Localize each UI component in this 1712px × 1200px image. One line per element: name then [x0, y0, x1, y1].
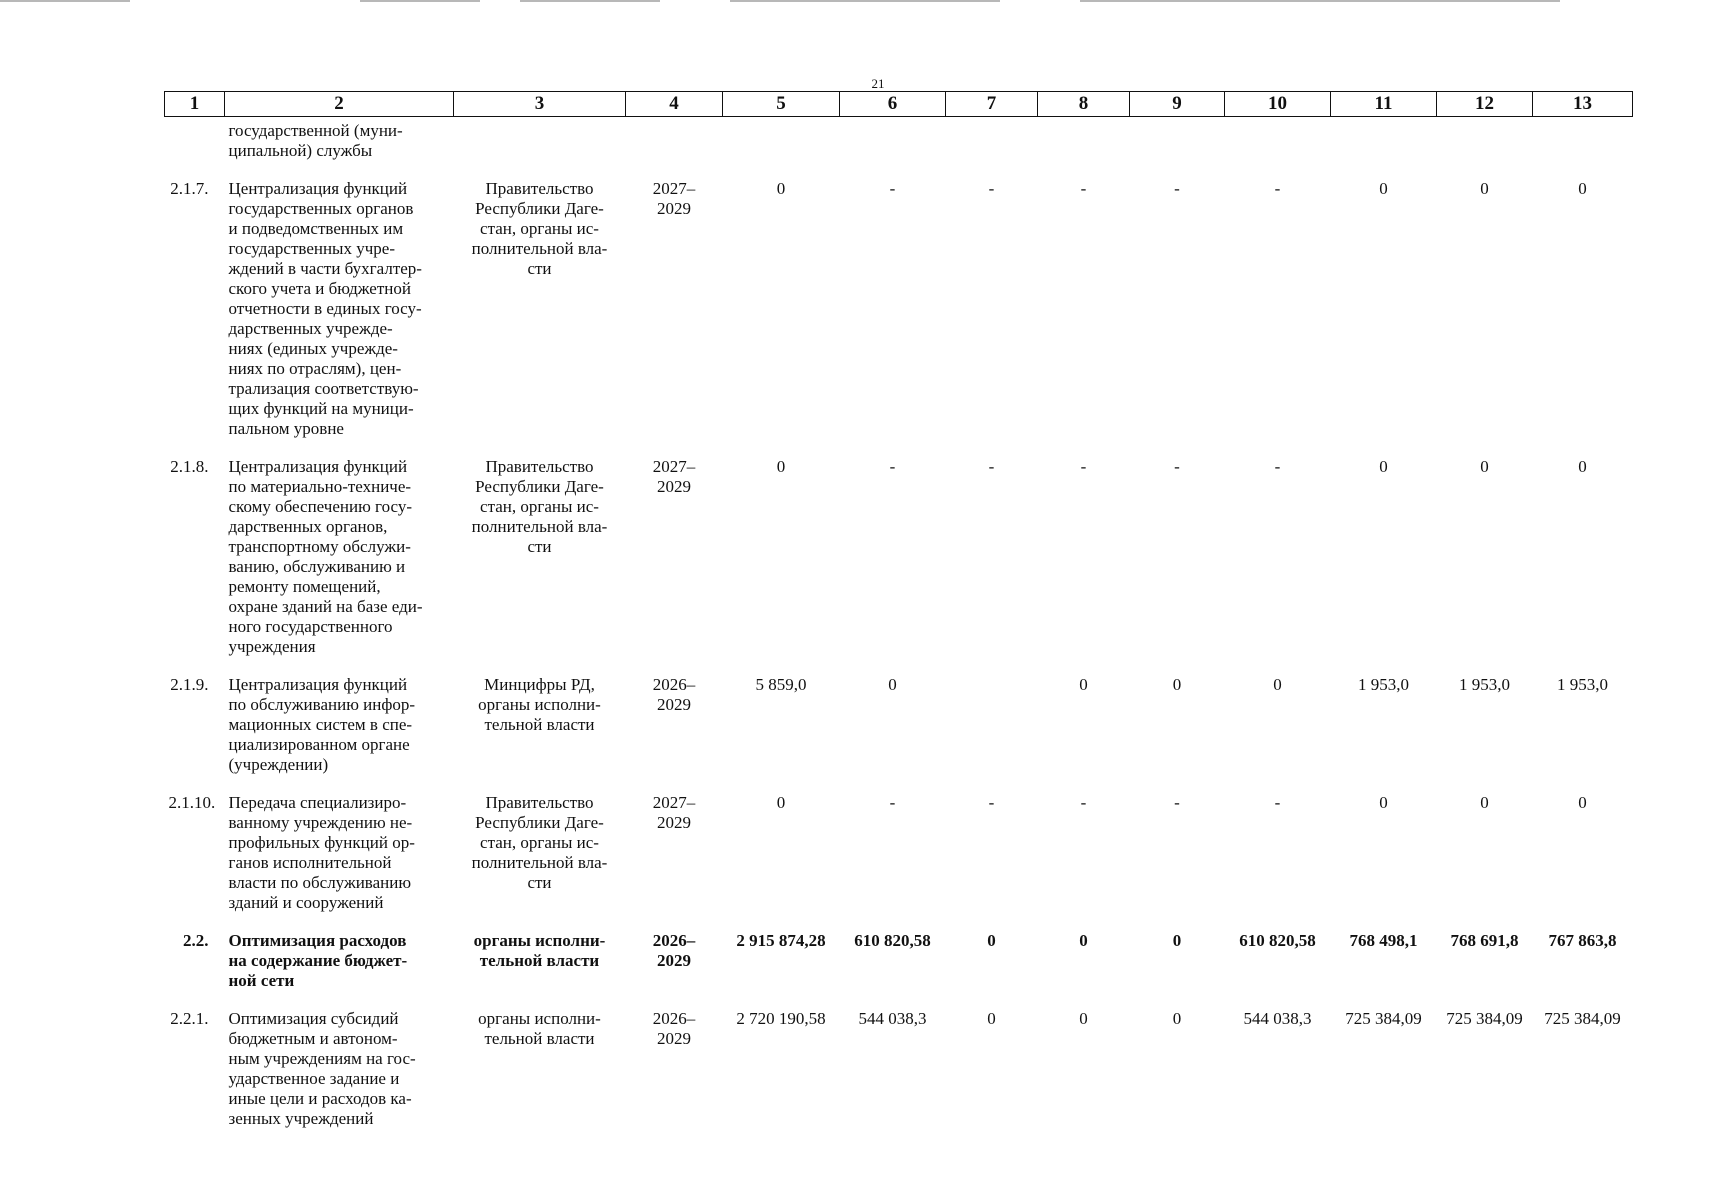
column-header: 1: [165, 92, 225, 117]
value-cell-col-9: 0: [1172, 931, 1182, 950]
item-number-cell: 2.1.8.: [170, 457, 209, 476]
value-cell-col-10: 544 038,3: [1243, 1009, 1312, 1028]
value-cell-col-12: 1 953,0: [1459, 675, 1510, 694]
period-cell-text: 2026– 2029: [652, 675, 696, 714]
item-name-cell-text: Централизация функций по материально-техниче- скому обеспечению госу- дарственных органов, транспортному обслужи- ванию, обслуживанию и ремонту помещений, охране зданий на базе еди- ного государственного учреждения: [228, 457, 423, 656]
period-cell-text: 2026– 2029: [652, 1009, 696, 1048]
value-cell-col-10: -: [1274, 793, 1281, 812]
executor-cell: [454, 783, 626, 921]
item-name-cell-text: Централизация функций государственных органов и подведомственных им государственных учре- ждений в части бухгалтер- ского учета и бюджетной отчетности в единых госу- дарственных учрежде- ниях (единых учрежде- ниях по отраслям), цен- трализация соответствую- щих функций на муници- пальном уровне: [228, 179, 422, 438]
value-cell-col-11: [1331, 117, 1437, 170]
value-cell-col-6: 610 820,58: [854, 931, 931, 950]
value-cell-col-9: 0: [1172, 675, 1182, 694]
column-header: 10: [1225, 92, 1331, 117]
item-name-cell-text: Оптимизация расходов на содержание бюджет- ной сети: [228, 931, 408, 990]
item-number-cell: 2.1.7.: [170, 179, 209, 198]
value-cell-col-11: 768 498,1: [1349, 931, 1418, 950]
value-cell-col-13: 725 384,09: [1544, 1009, 1621, 1028]
scan-edge-line: [0, 0, 130, 2]
value-cell-col-6: [840, 117, 946, 170]
program-table: [164, 91, 1633, 1137]
scan-edge-line: [360, 0, 480, 2]
table-row: [165, 921, 1633, 999]
value-cell-col-10: -: [1274, 457, 1281, 476]
item-number-cell: 2.1.9.: [170, 675, 209, 694]
period-cell-text: 2027– 2029: [652, 179, 696, 218]
period-cell: [626, 447, 723, 665]
value-cell-col-11: 725 384,09: [1345, 1009, 1422, 1028]
period-cell: [626, 665, 723, 783]
value-cell-col-12: 0: [1480, 793, 1489, 812]
value-cell-col-13: 0: [1578, 793, 1587, 812]
table-row: [165, 169, 1633, 447]
period-cell: [626, 921, 723, 999]
value-cell-col-5: 0: [776, 793, 786, 812]
executor-cell-text: Правительство Республики Даге- стан, органы ис- полнительной вла- сти: [471, 457, 608, 556]
value-cell-col-9: -: [1174, 179, 1180, 198]
column-header: 9: [1130, 92, 1225, 117]
value-cell-col-9: 0: [1172, 1009, 1182, 1028]
item-name-cell-text: Оптимизация субсидий бюджетным и автоном- ным учреждениям на гос- ударственное задание и иные цели и расходов ка- зенных учреждений: [228, 1009, 416, 1128]
value-cell-col-11: 0: [1379, 457, 1388, 476]
value-cell-col-6: 0: [888, 675, 897, 694]
value-cell-col-5: 2 915 874,28: [736, 931, 826, 950]
column-header: 4: [626, 92, 723, 117]
scan-edge-line: [520, 0, 660, 2]
column-header: 2: [225, 92, 454, 117]
item-number-cell: 2.2.: [183, 931, 209, 950]
value-cell-col-5: 5 859,0: [755, 675, 807, 694]
column-header: 8: [1038, 92, 1130, 117]
column-header: 3: [454, 92, 626, 117]
value-cell-col-6: 544 038,3: [858, 1009, 927, 1028]
value-cell-col-8: 0: [1079, 675, 1088, 694]
item-name-cell: [225, 447, 454, 665]
item-name-cell: [225, 783, 454, 921]
value-cell-col-7: 0: [987, 1009, 996, 1028]
executor-cell-text: Правительство Республики Даге- стан, органы ис- полнительной вла- сти: [471, 179, 608, 278]
value-cell-col-11: 0: [1379, 793, 1388, 812]
table-row: [165, 999, 1633, 1137]
value-cell-col-6: -: [889, 793, 896, 812]
executor-cell-text: органы исполни- тельной власти: [478, 1009, 601, 1048]
column-header: 13: [1533, 92, 1633, 117]
value-cell-col-7: 0: [987, 931, 996, 950]
item-name-cell: [225, 117, 454, 170]
value-cell-col-9: [1130, 117, 1225, 170]
value-cell-col-13: 1 953,0: [1557, 675, 1608, 694]
value-cell-col-8: -: [1080, 179, 1087, 198]
value-cell-col-7: -: [988, 793, 995, 812]
value-cell-col-8: [1038, 117, 1130, 170]
program-table-wrapper: [164, 91, 1632, 1137]
executor-cell: [454, 169, 626, 447]
executor-cell: [454, 999, 626, 1137]
item-number-cell: 2.1.10.: [168, 793, 216, 812]
period-cell: [626, 169, 723, 447]
column-header: 11: [1331, 92, 1437, 117]
item-name-cell: [225, 921, 454, 999]
period-cell: [626, 783, 723, 921]
value-cell-col-10: 610 820,58: [1239, 931, 1316, 950]
value-cell-col-10: [1225, 117, 1331, 170]
value-cell-col-8: -: [1080, 457, 1087, 476]
value-cell-col-12: 768 691,8: [1450, 931, 1519, 950]
value-cell-col-6: -: [889, 179, 896, 198]
value-cell-col-12: [1437, 117, 1533, 170]
value-cell-col-13: [1533, 117, 1633, 170]
column-header: 6: [840, 92, 946, 117]
item-name-cell: [225, 665, 454, 783]
item-name-cell-text: Централизация функций по обслуживанию инфор- мационных систем в спе- циализированном органе (учреждении): [228, 675, 416, 774]
executor-cell: [454, 447, 626, 665]
period-cell: [626, 117, 723, 170]
value-cell-col-13: 0: [1578, 457, 1587, 476]
value-cell-col-8: 0: [1079, 931, 1088, 950]
period-cell-text: 2027– 2029: [652, 457, 696, 496]
column-header: 7: [946, 92, 1038, 117]
period-cell-text: 2026– 2029: [652, 931, 696, 970]
value-cell-col-8: -: [1080, 793, 1087, 812]
value-cell-col-8: 0: [1079, 1009, 1088, 1028]
executor-cell-text: Правительство Республики Даге- стан, органы ис- полнительной вла- сти: [471, 793, 608, 892]
table-body: [165, 117, 1633, 1138]
value-cell-col-10: 0: [1273, 675, 1282, 694]
value-cell-col-12: 0: [1480, 457, 1489, 476]
item-number-cell: 2.2.1.: [170, 1009, 209, 1028]
executor-cell: [454, 921, 626, 999]
value-cell-col-7: [946, 117, 1038, 170]
period-cell-text: 2027– 2029: [652, 793, 696, 832]
item-name-cell: [225, 999, 454, 1137]
value-cell-col-7: [946, 665, 1038, 783]
executor-cell: [454, 665, 626, 783]
scan-edge-line: [730, 0, 1000, 2]
value-cell-col-12: 725 384,09: [1446, 1009, 1523, 1028]
executor-cell: [454, 117, 626, 170]
table-row: [165, 665, 1633, 783]
value-cell-col-5: [723, 117, 840, 170]
item-name-cell-text: Передача специализиро- ванному учреждению не- профильных функций ор- ганов исполнительной власти по обслуживанию зданий и сооружений: [228, 793, 415, 912]
scan-edge-line: [1080, 0, 1560, 2]
table-row: [165, 783, 1633, 921]
page-number: 21: [871, 76, 885, 91]
value-cell-col-11: 1 953,0: [1358, 675, 1409, 694]
value-cell-col-5: 2 720 190,58: [736, 1009, 826, 1028]
value-cell-col-7: -: [988, 179, 995, 198]
column-number-header-row: [165, 92, 1633, 117]
value-cell-col-6: -: [889, 457, 896, 476]
column-header: 12: [1437, 92, 1533, 117]
item-name-cell-text: государственной (муни- ципальной) службы: [228, 121, 403, 160]
value-cell-col-7: -: [988, 457, 995, 476]
value-cell-col-10: -: [1274, 179, 1281, 198]
value-cell-col-5: 0: [776, 457, 786, 476]
executor-cell-text: органы исполни- тельной власти: [473, 931, 606, 970]
period-cell: [626, 999, 723, 1137]
value-cell-col-9: -: [1174, 793, 1180, 812]
value-cell-col-13: 0: [1578, 179, 1587, 198]
executor-cell-text: Минцифры РД, органы исполни- тельной власти: [478, 675, 601, 734]
value-cell-col-9: -: [1174, 457, 1180, 476]
value-cell-col-11: 0: [1379, 179, 1388, 198]
item-number-cell: [165, 117, 225, 170]
table-row: [165, 447, 1633, 665]
item-name-cell: [225, 169, 454, 447]
value-cell-col-12: 0: [1480, 179, 1489, 198]
value-cell-col-13: 767 863,8: [1548, 931, 1617, 950]
table-row: [165, 117, 1633, 170]
value-cell-col-5: 0: [776, 179, 786, 198]
column-header: 5: [723, 92, 840, 117]
